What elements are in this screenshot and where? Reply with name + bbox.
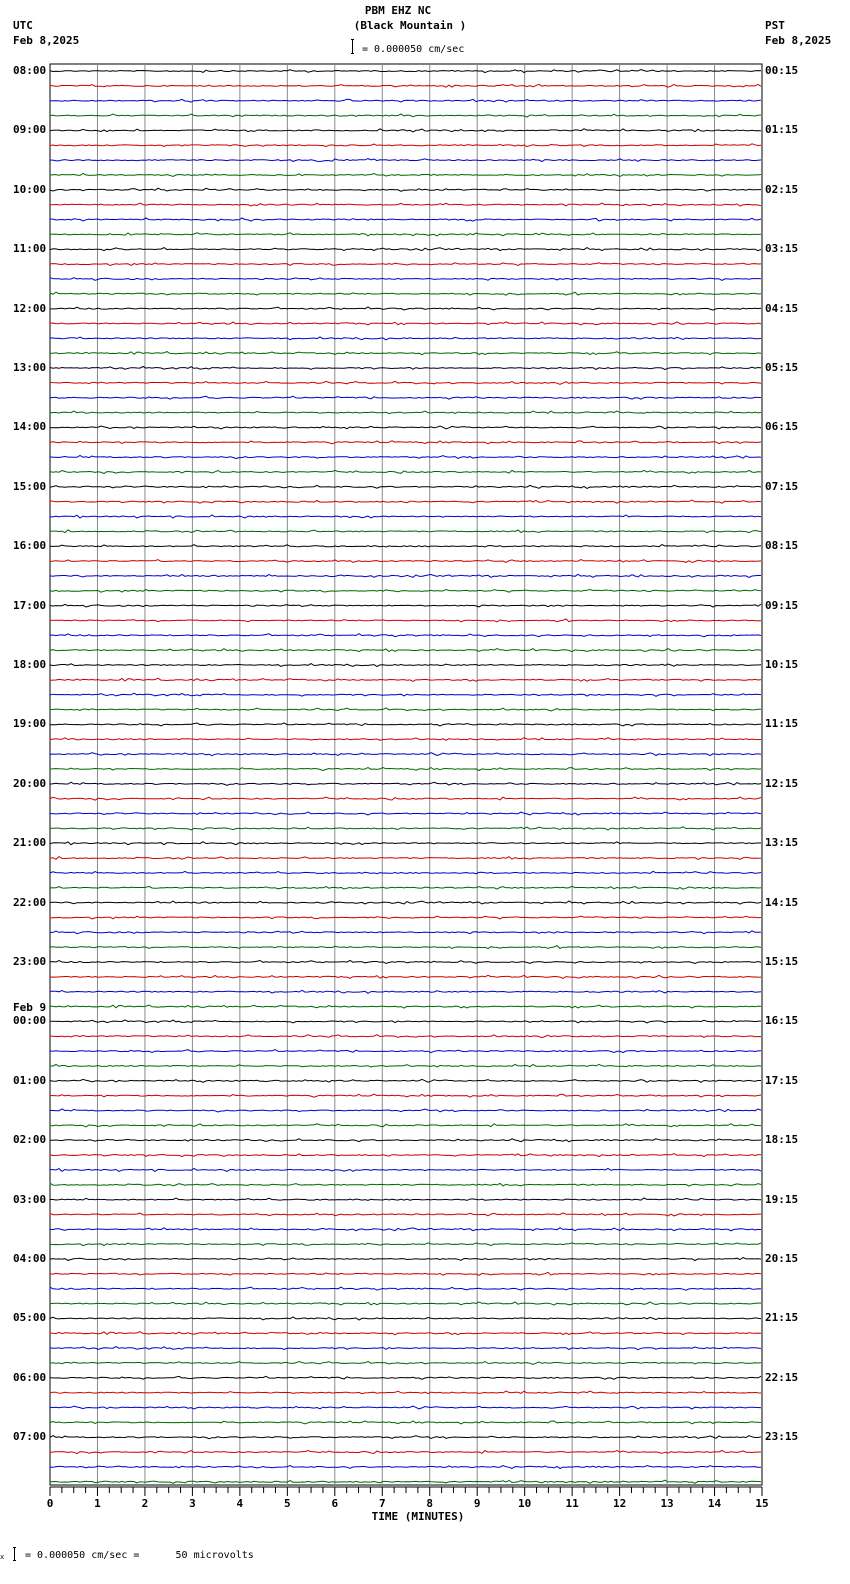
trace-line [50, 1109, 761, 1112]
trace-line [50, 1035, 761, 1038]
trace-line [50, 901, 761, 904]
pst-hour-label: 08:15 [765, 539, 799, 553]
trace-line [50, 1466, 761, 1469]
pst-zone-label: PST [765, 19, 785, 32]
trace-line [50, 1050, 761, 1053]
trace-line [50, 337, 761, 340]
trace-line [50, 159, 761, 162]
x-tick-label: 1 [94, 1497, 101, 1510]
trace-line [50, 842, 761, 845]
pst-hour-label: 22:15 [765, 1370, 799, 1384]
x-tick-label: 2 [141, 1497, 149, 1510]
trace-line [50, 426, 761, 429]
pst-hour-label: 13:15 [765, 836, 799, 850]
utc-zone-label: UTC [13, 19, 33, 32]
utc-hour-label: 14:00 [13, 420, 47, 434]
trace-line [50, 574, 761, 577]
trace-line [50, 233, 761, 236]
trace-line [50, 916, 761, 919]
trace-line [50, 975, 761, 978]
pst-hour-label: 12:15 [765, 776, 799, 790]
utc-hour-label: 05:00 [13, 1311, 47, 1325]
trace-line [50, 871, 761, 873]
trace-line [50, 857, 761, 860]
pst-hour-label: 17:15 [765, 1073, 799, 1087]
utc-hour-label: 10:00 [13, 182, 47, 196]
trace-line [50, 1005, 761, 1008]
station-location: (Black Mountain ) [353, 19, 467, 32]
trace-line [50, 1302, 761, 1305]
trace-line [50, 1079, 761, 1082]
trace-line [50, 678, 761, 681]
trace-line [50, 381, 761, 384]
trace-line [50, 292, 761, 295]
trace-line [50, 1361, 761, 1364]
utc-hour-label: 04:00 [13, 1252, 47, 1265]
x-tick-label: 4 [236, 1497, 244, 1510]
utc-hour-label: 13:00 [13, 361, 47, 374]
trace-line [50, 411, 761, 414]
trace-line [50, 1436, 761, 1439]
trace-line [50, 797, 761, 800]
utc-hour-label: 07:00 [13, 1430, 47, 1444]
trace-line [50, 1094, 761, 1097]
trace-line [50, 396, 761, 399]
pst-hour-label: 05:15 [765, 361, 799, 374]
x-tick-label: 9 [473, 1497, 481, 1510]
trace-line [50, 1480, 761, 1483]
date-change-label: Feb 9 [13, 1001, 47, 1014]
trace-line [50, 278, 761, 281]
trace-line [50, 886, 761, 889]
utc-hour-label: 18:00 [13, 658, 47, 671]
trace-line [50, 708, 761, 711]
x-tick-label: 15 [755, 1497, 769, 1510]
trace-line [50, 441, 761, 444]
x-tick-label: 12 [612, 1497, 627, 1510]
trace-line [50, 1243, 761, 1246]
pst-hour-label: 23:15 [765, 1430, 799, 1444]
trace-line [50, 1391, 761, 1394]
trace-line [50, 352, 761, 355]
utc-hour-label: 01:00 [13, 1073, 47, 1087]
utc-hour-label: 09:00 [13, 123, 47, 137]
trace-line [50, 1376, 761, 1379]
trace-line [50, 664, 761, 667]
station-title: PBM EHZ NC [364, 4, 432, 17]
utc-hour-label: 23:00 [13, 955, 47, 968]
trace-line [50, 129, 761, 132]
trace-line [50, 1451, 761, 1454]
trace-line [50, 485, 761, 488]
x-tick-label: 14 [707, 1497, 722, 1510]
x-tick-label: 13 [660, 1497, 674, 1510]
trace-line [50, 1347, 761, 1350]
x-tick-label: 5 [284, 1497, 291, 1510]
trace-line [50, 456, 761, 459]
trace-line [50, 946, 761, 949]
trace-line [50, 99, 761, 102]
x-tick-label: 3 [189, 1497, 196, 1510]
pst-hour-label: 09:15 [765, 598, 799, 612]
utc-hour-label: 02:00 [13, 1133, 47, 1147]
trace-line [50, 1228, 761, 1231]
trace-line [50, 530, 761, 533]
trace-line [50, 590, 761, 593]
footer-scale-note: = 0.000050 cm/sec = 50 microvolts [25, 1550, 254, 1561]
pst-hour-label: 15:15 [765, 955, 799, 968]
pst-hour-label: 03:15 [765, 242, 799, 256]
scale-label: = 0.000050 cm/sec [362, 44, 465, 55]
pst-hour-label: 16:15 [765, 1014, 799, 1028]
trace-line [50, 990, 761, 993]
trace-line [50, 1154, 761, 1157]
plot-frame [50, 64, 762, 1485]
trace-line [50, 1317, 761, 1320]
pst-hour-label: 07:15 [765, 479, 799, 493]
x-tick-label: 0 [46, 1497, 54, 1510]
svg-text:x: x [0, 1553, 5, 1561]
trace-line [50, 1198, 761, 1200]
utc-hour-label: 20:00 [13, 776, 47, 790]
trace-line [50, 560, 761, 563]
trace-line [50, 782, 761, 785]
pst-hour-label: 21:15 [765, 1311, 799, 1325]
pst-hour-label: 06:15 [765, 420, 799, 434]
trace-line [50, 693, 761, 696]
trace-line [50, 1213, 761, 1216]
trace-line [50, 1183, 761, 1186]
trace-line [50, 1406, 761, 1409]
trace-line [50, 70, 761, 73]
trace-line [50, 188, 761, 191]
x-tick-label: 10 [518, 1497, 532, 1510]
x-tick-label: 8 [426, 1497, 434, 1510]
pst-hour-label: 11:15 [765, 717, 799, 731]
trace-line [50, 1124, 761, 1127]
pst-hour-label: 10:15 [765, 658, 799, 671]
trace-line [50, 604, 761, 607]
trace-line [50, 1272, 761, 1275]
trace-line [50, 634, 761, 637]
trace-line [50, 1287, 761, 1290]
trace-line [50, 500, 761, 503]
trace-line [50, 931, 761, 934]
utc-hour-label: 00:00 [13, 1014, 47, 1028]
trace-line [50, 1139, 761, 1142]
pst-hour-label: 19:15 [765, 1192, 799, 1206]
trace-line [50, 753, 761, 756]
trace-line [50, 203, 761, 206]
utc-date-label: Feb 8,2025 [13, 34, 80, 47]
trace-line [50, 174, 761, 177]
x-tick-label: 6 [331, 1497, 339, 1510]
pst-hour-label: 00:15 [765, 64, 799, 77]
trace-line [50, 307, 761, 310]
trace-line [50, 84, 761, 87]
trace-line [50, 144, 761, 147]
footer-scale-icon [0, 1546, 20, 1562]
pst-hour-label: 01:15 [765, 123, 799, 137]
pst-date-label: Feb 8,2025 [765, 34, 832, 47]
trace-line [50, 723, 761, 726]
trace-line [50, 322, 761, 325]
utc-hour-label: 03:00 [13, 1192, 47, 1206]
x-tick-label: 11 [565, 1497, 579, 1510]
x-tick-label: 7 [378, 1497, 386, 1510]
pst-hour-label: 14:15 [765, 895, 799, 909]
trace-line [50, 738, 761, 741]
trace-line [50, 812, 761, 815]
trace-line [50, 1064, 761, 1067]
trace-line [50, 619, 761, 622]
utc-hour-label: 12:00 [13, 301, 47, 315]
trace-line [50, 960, 761, 963]
pst-hour-label: 02:15 [765, 182, 799, 196]
trace-line [50, 1168, 761, 1171]
trace-line [50, 114, 761, 117]
trace-line [50, 768, 761, 771]
x-axis-label: TIME (MINUTES) [371, 1510, 465, 1523]
trace-line [50, 1258, 761, 1261]
trace-line [50, 545, 761, 547]
trace-line [50, 1020, 761, 1023]
pst-hour-label: 18:15 [765, 1133, 799, 1147]
utc-hour-label: 06:00 [13, 1370, 47, 1384]
pst-hour-label: 20:15 [765, 1252, 799, 1265]
trace-line [50, 218, 761, 221]
trace-line [50, 649, 761, 652]
utc-hour-label: 19:00 [13, 717, 47, 731]
pst-hour-label: 04:15 [765, 301, 799, 315]
trace-line [50, 263, 761, 266]
trace-line [50, 1421, 761, 1424]
utc-hour-label: 17:00 [13, 598, 47, 612]
utc-hour-label: 08:00 [13, 64, 47, 77]
trace-line [50, 827, 761, 830]
utc-hour-label: 22:00 [13, 895, 47, 909]
trace-line [50, 470, 761, 473]
utc-hour-label: 11:00 [13, 242, 47, 256]
trace-line [50, 248, 761, 251]
utc-hour-label: 16:00 [13, 539, 47, 553]
trace-line [50, 367, 761, 370]
trace-line [50, 515, 761, 518]
utc-hour-label: 21:00 [13, 836, 47, 850]
trace-line [50, 1332, 761, 1335]
utc-hour-label: 15:00 [13, 479, 47, 493]
